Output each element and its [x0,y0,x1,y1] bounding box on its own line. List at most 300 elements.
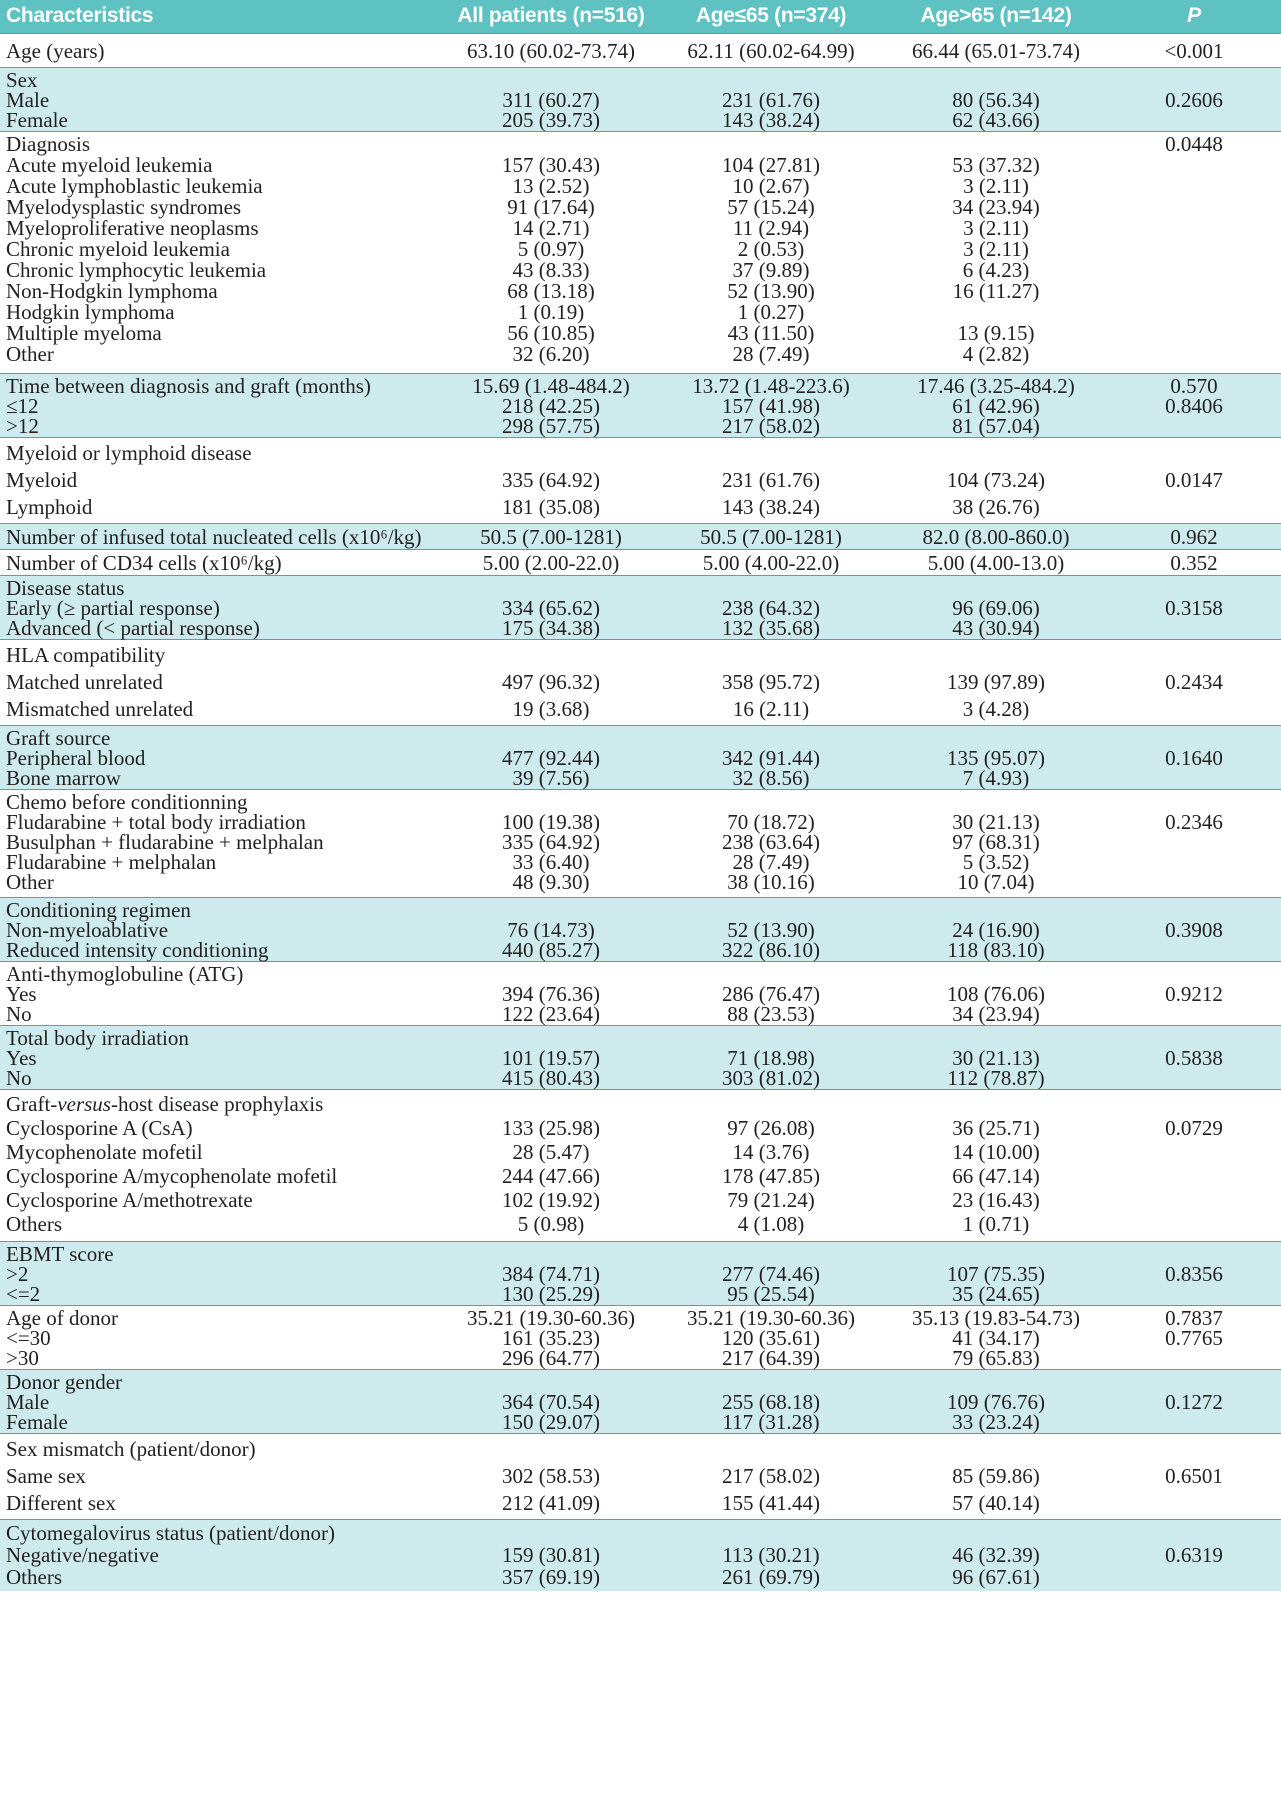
table-row-group [0,725,1281,789]
row-label-cell [0,131,445,373]
age-gt-65-value: 7 (4.93) [962,765,1030,790]
age-gt-65-value-cell [885,67,1107,131]
all-patients-value [445,642,657,669]
all-patients-value: 5.00 (2.00-22.0) [482,550,620,575]
p-value-cell [1107,789,1281,897]
age-le-65-value: 28 (7.49) [732,341,810,366]
table-row-group [0,575,1281,639]
row-label: Graft source [6,725,111,750]
row-label: EBMT score [6,1241,114,1266]
age-le-65-value: 11 (2.94) [732,215,810,240]
age-le-65-value [657,1028,885,1048]
all-patients-value: 394 (76.36) [502,981,600,1006]
age-le-65-value: 70 (18.72) [727,809,815,834]
age-gt-65-value-cell [885,1025,1107,1089]
all-patients-value [445,1372,657,1392]
row-label: Sex [6,67,38,92]
age-le-65-value-cell [657,789,885,897]
age-le-65-value-cell [657,67,885,131]
age-le-65-value: 231 (61.76) [722,87,820,112]
age-gt-65-value [885,642,1107,669]
age-gt-65-value-cell [885,523,1107,549]
row-label-cell [0,639,445,725]
age-le-65-value [657,1436,885,1463]
table-row-group [0,1433,1281,1519]
row-label: Yes [6,1045,37,1070]
p-value-cell [1107,639,1281,725]
age-le-65-value: 132 (35.68) [722,615,820,640]
row-label: No [6,1065,32,1090]
age-le-65-value: 113 (30.21) [722,1542,820,1567]
p-value-cell [1107,1433,1281,1519]
age-le-65-value [657,964,885,984]
header-all-patients: All patients (n=516) [457,4,645,28]
p-value: 0.1640 [1165,745,1223,770]
row-label: Time between diagnosis and graft (months) [6,373,371,398]
age-le-65-value: 217 (64.39) [722,1345,820,1370]
row-label: Mismatched unrelated [6,696,194,721]
p-value-cell [1107,33,1281,67]
all-patients-value-cell [445,373,657,437]
age-gt-65-value-cell [885,373,1107,437]
row-label: Cyclosporine A/mycophenolate mofetil [6,1163,338,1188]
all-patients-value: 181 (35.08) [502,494,600,519]
row-label: Multiple myeloma [6,320,162,345]
age-gt-65-value [885,1244,1107,1264]
row-label: No [6,1001,32,1026]
age-le-65-value: 43 (11.50) [727,320,815,345]
age-gt-65-value: 66.44 (65.01-73.74) [912,38,1080,63]
row-label: Male [6,1389,50,1414]
p-value [1107,281,1281,302]
row-label: Busulphan + fludarabine + melphalan [6,829,324,854]
all-patients-value-cell [445,1305,657,1369]
row-label: Chronic myeloid leukemia [6,236,230,261]
age-le-65-value: 120 (35.61) [722,1325,820,1350]
row-label: Fludarabine + total body irradiation [6,809,306,834]
all-patients-value: 133 (25.98) [502,1115,600,1140]
all-patients-value-cell [445,1241,657,1305]
age-gt-65-value: 35.13 (19.83-54.73) [912,1305,1080,1330]
row-label: Diagnosis [6,131,90,156]
age-le-65-value: 303 (81.02) [722,1065,820,1090]
p-value [1107,900,1281,920]
age-gt-65-value: 30 (21.13) [952,809,1040,834]
table-row-group [0,961,1281,1025]
age-le-65-value-cell [657,373,885,437]
all-patients-value-cell [445,789,657,897]
p-value [1107,70,1281,90]
row-label: Myelodysplastic syndromes [6,194,242,219]
table-row-group [0,523,1281,549]
age-gt-65-value: 97 (68.31) [952,829,1040,854]
all-patients-value: 212 (41.09) [502,1490,600,1515]
row-label-cell [0,1519,445,1591]
row-label: Others [6,1211,62,1236]
age-gt-65-value [885,302,1107,323]
row-label-cell [0,575,445,639]
all-patients-value-cell [445,961,657,1025]
age-le-65-value-cell [657,131,885,373]
age-gt-65-value: 96 (67.61) [952,1564,1040,1589]
all-patients-value-cell [445,67,657,131]
p-value-cell [1107,897,1281,961]
row-label: Number of infused total nucleated cells (x10⁶/kg) [6,524,422,549]
age-le-65-value: 95 (25.54) [727,1281,815,1306]
all-patients-value: 357 (69.19) [502,1564,600,1589]
row-label-cell [0,67,445,131]
all-patients-value: 91 (17.64) [507,194,595,219]
all-patients-value: 218 (42.25) [502,393,600,418]
age-le-65-value-cell [657,1025,885,1089]
header-age-gt-65: Age>65 (n=142) [920,4,1072,28]
table-row-group [0,67,1281,131]
age-gt-65-value [885,900,1107,920]
p-value-cell [1107,1519,1281,1591]
table-row-group [0,1305,1281,1369]
age-gt-65-value [885,1028,1107,1048]
age-le-65-value-cell [657,1369,885,1433]
age-gt-65-value: 38 (26.76) [952,494,1040,519]
age-le-65-value [657,792,885,812]
age-gt-65-value-cell [885,1369,1107,1433]
age-le-65-value [657,440,885,467]
row-label-cell [0,1433,445,1519]
p-value [1107,344,1281,365]
row-label-cell [0,549,445,575]
age-le-65-value: 178 (47.85) [722,1163,820,1188]
row-label-cell [0,1305,445,1369]
age-gt-65-value-cell [885,131,1107,373]
row-label: Female [6,1409,68,1434]
row-label: Lymphoid [6,494,93,519]
age-gt-65-value: 61 (42.96) [952,393,1040,418]
age-le-65-value: 79 (21.24) [727,1187,815,1212]
age-le-65-value: 143 (38.24) [722,107,820,132]
p-value-cell [1107,725,1281,789]
age-gt-65-value-cell [885,549,1107,575]
all-patients-value: 296 (64.77) [502,1345,600,1370]
age-gt-65-value: 17.46 (3.25-484.2) [917,373,1075,398]
p-value [1107,416,1281,436]
all-patients-value: 5 (0.97) [517,236,585,261]
age-le-65-value: 57 (15.24) [727,194,815,219]
all-patients-value: 15.69 (1.48-484.2) [472,373,630,398]
p-value [1107,197,1281,218]
age-le-65-value: 88 (23.53) [727,1001,815,1026]
table-row-group [0,897,1281,961]
age-gt-65-value-cell [885,789,1107,897]
table-row-group [0,639,1281,725]
age-le-65-value-cell [657,1305,885,1369]
age-le-65-value-cell [657,523,885,549]
p-value-cell [1107,961,1281,1025]
p-value [1107,1068,1281,1088]
row-label: Number of CD34 cells (x10⁶/kg) [6,550,282,575]
all-patients-value: 130 (25.29) [502,1281,600,1306]
age-le-65-value: 62.11 (60.02-64.99) [687,38,855,63]
age-gt-65-value: 30 (21.13) [952,1045,1040,1070]
row-label: Chemo before conditionning [6,789,248,814]
row-label: Male [6,87,50,112]
p-value [1107,155,1281,176]
all-patients-value: 39 (7.56) [512,765,590,790]
p-value: 0.0729 [1165,1115,1223,1140]
row-label: Donor gender [6,1369,123,1394]
p-value [1107,1490,1281,1517]
all-patients-value: 35.21 (19.30-60.36) [467,1305,635,1330]
p-value [1107,1436,1281,1463]
row-label-cell [0,33,445,67]
p-value [1107,642,1281,669]
age-gt-65-value [885,1092,1107,1116]
p-value [1107,728,1281,748]
all-patients-value: 50.5 (7.00-1281) [480,524,622,549]
row-label: Same sex [6,1463,86,1488]
age-gt-65-value: 108 (76.06) [947,981,1045,1006]
row-label: Hodgkin lymphoma [6,299,175,324]
row-label-cell [0,897,445,961]
age-le-65-value: 37 (9.89) [732,257,810,282]
age-gt-65-value: 13 (9.15) [957,320,1035,345]
all-patients-value: 175 (34.38) [502,615,600,640]
row-label: Others [6,1564,62,1589]
p-value [1107,1140,1281,1164]
age-le-65-value-cell [657,1089,885,1241]
row-label: Myeloproliferative neoplasms [6,215,259,240]
row-label: >12 [6,413,39,438]
age-gt-65-value-cell [885,437,1107,523]
age-le-65-value: 14 (3.76) [732,1139,810,1164]
all-patients-value [445,70,657,90]
row-label-cell [0,1025,445,1089]
p-value: 0.0448 [1165,131,1223,156]
all-patients-value: 48 (9.30) [512,869,590,894]
row-label-cell [0,1241,445,1305]
table-row-group [0,789,1281,897]
all-patients-value-cell [445,1433,657,1519]
age-gt-65-value: 118 (83.10) [947,937,1045,962]
age-le-65-value: 71 (18.98) [727,1045,815,1070]
all-patients-value: 244 (47.66) [502,1163,600,1188]
row-label-cell [0,1369,445,1433]
age-gt-65-value: 5 (3.52) [962,849,1030,874]
all-patients-value: 122 (23.64) [502,1001,600,1026]
age-gt-65-value: 107 (75.35) [947,1261,1045,1286]
age-le-65-value-cell [657,575,885,639]
row-label: Non-Hodgkin lymphoma [6,278,218,303]
age-le-65-value [657,900,885,920]
row-label: Conditioning regimen [6,897,191,922]
all-patients-value [445,1522,657,1544]
row-label: Mycophenolate mofetil [6,1139,203,1164]
row-label: Chronic lymphocytic leukemia [6,257,267,282]
p-value [1107,1188,1281,1212]
age-gt-65-value [885,1436,1107,1463]
age-gt-65-value: 112 (78.87) [947,1065,1045,1090]
all-patients-value: 311 (60.27) [502,87,600,112]
row-label: HLA compatibility [6,642,166,667]
all-patients-value-cell [445,575,657,639]
age-gt-65-value: 46 (32.39) [952,1542,1040,1567]
age-le-65-value: 286 (76.47) [722,981,820,1006]
all-patients-value: 384 (74.71) [502,1261,600,1286]
age-gt-65-value-cell [885,33,1107,67]
p-value [1107,940,1281,960]
all-patients-value: 440 (85.27) [502,937,600,962]
all-patients-value: 5 (0.98) [517,1211,585,1236]
all-patients-value [445,1028,657,1048]
row-label: Age (years) [6,38,105,63]
all-patients-value: 76 (14.73) [507,917,595,942]
age-gt-65-value [885,578,1107,598]
p-value: 0.570 [1170,373,1218,398]
p-value-cell [1107,1025,1281,1089]
all-patients-value [445,1436,657,1463]
row-label: Peripheral blood [6,745,146,770]
table-header-row [0,0,1281,33]
row-label-cell [0,373,445,437]
age-gt-65-value: 34 (23.94) [952,1001,1040,1026]
p-value [1107,110,1281,130]
row-label: Female [6,107,68,132]
p-value [1107,494,1281,521]
p-value [1107,1164,1281,1188]
all-patients-value: 43 (8.33) [512,257,590,282]
age-gt-65-value [885,70,1107,90]
table-row-group [0,1025,1281,1089]
p-value: 0.962 [1170,524,1218,549]
row-label: ≤12 [6,393,39,418]
row-label: Negative/negative [6,1542,159,1567]
age-gt-65-value: 96 (69.06) [952,595,1040,620]
age-gt-65-value-cell [885,961,1107,1025]
all-patients-value [445,134,657,155]
p-value: 0.5838 [1165,1045,1223,1070]
age-le-65-value: 5.00 (4.00-22.0) [702,550,840,575]
row-label: Bone marrow [6,765,121,790]
all-patients-value [445,440,657,467]
age-le-65-value-cell [657,437,885,523]
age-le-65-value: 2 (0.53) [737,236,805,261]
age-gt-65-value-cell [885,1089,1107,1241]
p-value: 0.2606 [1165,87,1223,112]
age-le-65-value-cell [657,549,885,575]
age-gt-65-value: 81 (57.04) [952,413,1040,438]
all-patients-value: 101 (19.57) [502,1045,600,1070]
row-label-cell [0,523,445,549]
row-label: Other [6,869,54,894]
p-value-cell [1107,131,1281,373]
age-le-65-value: 97 (26.08) [727,1115,815,1140]
all-patients-value-cell [445,523,657,549]
age-gt-65-value: 3 (4.28) [962,696,1030,721]
age-gt-65-value: 80 (56.34) [952,87,1040,112]
age-le-65-value [657,1092,885,1116]
all-patients-value: 335 (64.92) [502,829,600,854]
p-value-cell [1107,373,1281,437]
age-le-65-value: 4 (1.08) [737,1211,805,1236]
all-patients-value: 32 (6.20) [512,341,590,366]
p-value-cell [1107,1089,1281,1241]
row-label: Fludarabine + melphalan [6,849,217,874]
all-patients-value-cell [445,1025,657,1089]
all-patients-value: 334 (65.62) [502,595,600,620]
age-le-65-value: 143 (38.24) [722,494,820,519]
age-le-65-value: 217 (58.02) [722,413,820,438]
p-value [1107,618,1281,638]
age-gt-65-value [885,440,1107,467]
age-le-65-value: 322 (86.10) [722,937,820,962]
age-le-65-value: 157 (41.98) [722,393,820,418]
age-gt-65-value: 35 (24.65) [952,1281,1040,1306]
age-le-65-value: 342 (91.44) [722,745,820,770]
age-le-65-value: 261 (69.79) [722,1564,820,1589]
table-body [0,33,1281,1591]
p-value: 0.9212 [1165,981,1223,1006]
age-gt-65-value: 3 (2.11) [963,215,1029,240]
all-patients-value: 19 (3.68) [512,696,590,721]
age-gt-65-value: 5.00 (4.00-13.0) [927,550,1065,575]
all-patients-value: 335 (64.92) [502,467,600,492]
p-value [1107,1522,1281,1544]
all-patients-value: 13 (2.52) [512,173,590,198]
p-value: 0.0147 [1165,467,1223,492]
p-value: 0.6501 [1165,1463,1223,1488]
age-gt-65-value: 66 (47.14) [952,1163,1040,1188]
age-gt-65-value: 109 (76.76) [947,1389,1045,1414]
p-value: 0.6319 [1165,1542,1223,1567]
row-label: >2 [6,1261,29,1286]
age-le-65-value [657,1372,885,1392]
row-label: Age of donor [6,1305,118,1330]
all-patients-value-cell [445,1089,657,1241]
all-patients-value: 157 (30.43) [502,152,600,177]
all-patients-value: 298 (57.75) [502,413,600,438]
p-value [1107,768,1281,788]
row-label: Cyclosporine A/methotrexate [6,1187,253,1212]
row-label: Sex mismatch (patient/donor) [6,1436,256,1461]
p-value [1107,964,1281,984]
age-gt-65-value: 14 (10.00) [952,1139,1040,1164]
row-label: Advanced (< partial response) [6,615,260,640]
all-patients-value: 1 (0.19) [517,299,585,324]
p-value [1107,852,1281,872]
row-label: Cytomegalovirus status (patient/donor) [6,1520,335,1545]
age-gt-65-value: 24 (16.90) [952,917,1040,942]
p-value [1107,578,1281,598]
all-patients-value: 56 (10.85) [507,320,595,345]
age-gt-65-value: 104 (73.24) [947,467,1045,492]
table-row-group [0,131,1281,373]
age-gt-65-value-cell [885,639,1107,725]
all-patients-value-cell [445,1519,657,1591]
age-gt-65-value-cell [885,725,1107,789]
p-value [1107,1028,1281,1048]
age-gt-65-value: 41 (34.17) [952,1325,1040,1350]
all-patients-value-cell [445,897,657,961]
row-label: Graft-versus-host disease prophylaxis [6,1091,324,1116]
age-le-65-value: 52 (13.90) [727,917,815,942]
age-gt-65-value [885,134,1107,155]
row-label-cell [0,437,445,523]
row-label: Other [6,341,54,366]
all-patients-value [445,792,657,812]
row-label: Anti-thymoglobuline (ATG) [6,961,244,986]
age-le-65-value: 50.5 (7.00-1281) [700,524,842,549]
p-value: 0.3158 [1165,595,1223,620]
p-value: 0.2346 [1165,809,1223,834]
